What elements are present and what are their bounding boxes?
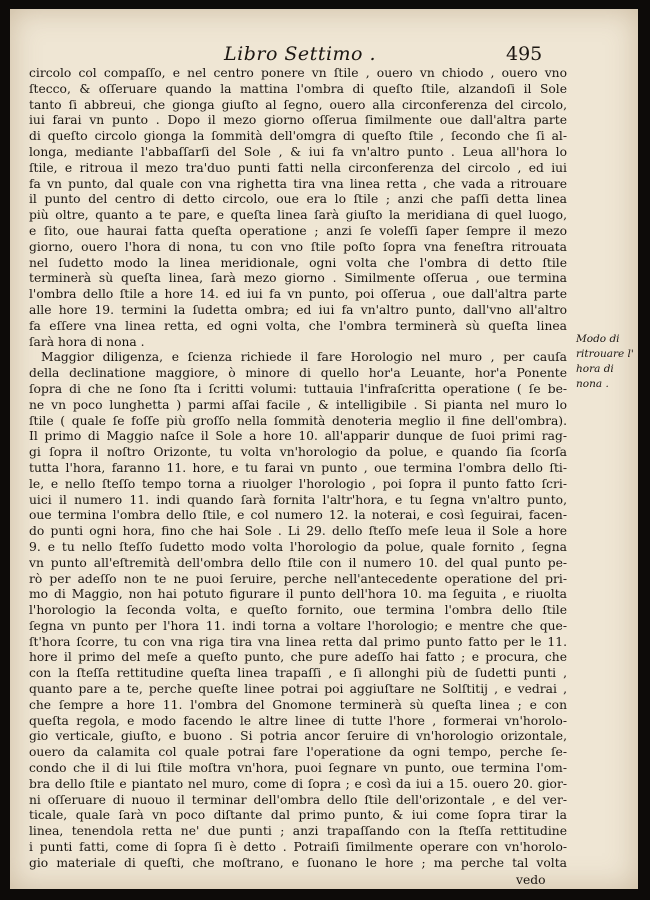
text-line: fa vn punto, dal quale con vna righetta tira vna linea retta , che vada a ritrouare bbox=[29, 176, 567, 191]
text-line: circolo col compaſſo, e nel centro ponere vn ſtile , ouero vn chiodo , ouero vno bbox=[29, 66, 567, 80]
text-line: l'ombra dello ſtile a hore 14. ed iui fa vn punto, poi oſſerua , oue dall'altra parte bbox=[29, 287, 567, 302]
text-line: mo di Maggio, non hai potuto figurare il punto dell'hora 10. ma ſeguita , e riuolta bbox=[29, 587, 567, 602]
text-line: nel ſudetto modo la linea meridionale, ogni volta che l'ombra di detto ſtile bbox=[29, 255, 567, 270]
text-line: Il primo di Maggio naſce il Sole a hore 10. all'apparir dunque de ſuoi primi rag- bbox=[29, 429, 567, 444]
text-line: tutta l'hora, faranno 11. hore, e tu farai vn punto , oue termina l'ombra dello ſti- bbox=[29, 460, 567, 475]
text-line: ſarà hora di nona . bbox=[29, 334, 145, 349]
text-block bbox=[29, 66, 567, 872]
text-line: fa eſſere vna linea retta, ed ogni volta, che l'ombra terminerà sù queſta linea bbox=[29, 318, 567, 333]
book-page bbox=[10, 9, 638, 889]
text-line: ſt'hora ſcorre, tu con vna riga tira vna linea retta dal primo punto fatto per le 11. bbox=[29, 634, 567, 649]
text-line: uici il numero 11. indi quando ſarà fornita l'altr'hora, e tu ſegna vn'altro punto, bbox=[29, 492, 567, 507]
text-line: do punti ogni hora, fino che hai Sole . Li 29. dello ſteſſo meſe leua il Sole a hore bbox=[29, 524, 567, 539]
text-line: queſta regola, e modo facendo le altre linee di tutte l'hore , formerai vn'horolo- bbox=[29, 713, 567, 728]
text-line: e ſito, oue haurai fatta queſta operatione ; anzi ſe voleſſi ſaper ſempre il mezo bbox=[29, 223, 567, 238]
text-line: oue termina l'ombra dello ſtile, e col numero 12. la noterai, e così ſeguirai, facen- bbox=[29, 508, 567, 523]
text-line: rò per adeſſo non te ne puoi ſeruire, perche nell'antecedente operatione del pri- bbox=[29, 571, 567, 586]
text-line: condo che il di lui ſtile moſtra vn'hora, puoi ſegnare vn punto, oue termina l'om- bbox=[29, 761, 567, 776]
text-line: ni oſſeruare di nuouo il terminar dell'ombra dello ſtile dell'orizontale , e del ver- bbox=[29, 792, 567, 807]
text-line: le, e nello ſteſſo tempo torna a riuolger l'horologio , poi ſopra il punto fatto ſcri- bbox=[29, 476, 567, 491]
text-line: ſegna vn punto per l'hora 11. indi torna a voltare l'horologio; e mentre che que- bbox=[29, 618, 567, 633]
margin-note-line: nona . bbox=[576, 378, 609, 390]
text-line: con la ſteſſa rettitudine queſta linea trapaſſi , e ſi allonghi più de ſudetti punti , bbox=[29, 666, 567, 681]
text-line: bra dello ſtile e piantato nel muro, come di ſopra ; e così da iui a 15. ouero 20. gior- bbox=[29, 776, 567, 791]
text-line: ſtile ( quale ſe foſſe più groſſo nella ſommità denoteria meglio il fine dell'ombra). bbox=[29, 413, 567, 428]
text-line: tanto ſi abbreui, che gionga giuſto al ſegno, ouero alla circonferenza del circolo, bbox=[29, 97, 567, 112]
text-line: iui farai vn punto . Dopo il mezo giorno oſſerua ſimilmente oue dall'altra parte bbox=[29, 113, 567, 128]
text-line: gio materiale di queſti, che moſtrano, e ſuonano le hore ; ma perche tal volta bbox=[29, 855, 567, 870]
text-line: ticale, quale ſarà vn poco diſtante dal primo punto, & iui come ſopra tirar la bbox=[29, 808, 567, 823]
text-line: giorno, ouero l'hora di nona, tu con vno ſtile poſto ſopra vna feneſtra ritrouata bbox=[29, 239, 567, 254]
text-line: Maggior diligenza, e ſcienza richiede il fare Horologio nel muro , per cauſa bbox=[41, 350, 567, 365]
text-line: ouero da calamita col quale potrai fare l'operatione da ogni tempo, perche ſe- bbox=[29, 745, 567, 760]
text-line: linea, tenendola retta ne' due punti ; anzi trapaſſando con la ſteſſa rettitudine bbox=[29, 824, 567, 839]
margin-note-line: Modo di bbox=[576, 333, 620, 345]
text-line: 9. e tu nello ſteſſo ſudetto modo volta l'horologio da polue, quale fornito , ſegna bbox=[29, 539, 567, 554]
text-line: l'horologio la ſeconda volta, e queſto fornito, oue termina l'ombra dello ſtile bbox=[29, 603, 567, 618]
text-line: ne vn poco lunghetta ) parmi aſſai facile , & intelligibile . Si pianta nel muro lo bbox=[29, 397, 567, 412]
text-line: i punti fatti, come di ſopra ſi è detto . Potraiſi ſimilmente operare con vn'horolo- bbox=[29, 840, 567, 855]
margin-note bbox=[576, 332, 636, 392]
text-line: che ſempre a hore 11. l'ombra del Gnomone terminerà sù queſta linea ; e con bbox=[29, 697, 567, 712]
text-line: longa, mediante l'abbaſſarſi del Sole , & iui fa vn'altro punto . Leua all'hora lo bbox=[29, 144, 567, 159]
margin-note-line: ritrouare l' bbox=[576, 348, 634, 360]
text-line: ſtecco, & oſſeruare quando la mattina l'ombra di queſto ſtile, alzandoſi il Sole bbox=[29, 81, 567, 96]
text-line: alle hore 19. termini la ſudetta ombra; ed iui fa vn'altro punto, dall'vno all'altro bbox=[29, 302, 567, 317]
text-line: ſopra di che ne ſono ſta i ſcritti volumi: tuttauia l'infraſcritta operatione ( ſe be- bbox=[29, 381, 567, 396]
text-line: vn punto all'eſtremità dell'ombra dello ſtile con il numero 10. del qual punto pe- bbox=[29, 555, 567, 570]
text-line: della declinatione maggiore, ò minore di quello hor'a Leuante, hor'a Ponente bbox=[29, 366, 567, 381]
text-line: il punto del centro di detto circolo, oue era lo ſtile ; anzi che paſſi detta linea bbox=[29, 192, 567, 207]
text-line: quanto pare a te, perche queſte linee potrai poi aggiuſtare ne Solſtitij , e vedrai , bbox=[29, 682, 567, 697]
text-line: più oltre, quanto a te pare, e queſta linea ſarà giuſto la meridiana di quel luogo, bbox=[29, 208, 567, 223]
page-number: 495 bbox=[506, 43, 543, 65]
text-line: ſtile, e ritroua il mezo tra'duo punti fatti nella circonferenza del circolo , ed iui bbox=[29, 160, 567, 175]
text-line: gi ſopra il noſtro Orizonte, tu volta vn'horologio da polue, e quando ſia ſcorſa bbox=[29, 445, 567, 460]
text-line: hore il primo del meſe a queſto punto, che pure adeſſo hai fatto ; e procura, che bbox=[29, 650, 567, 665]
margin-note-line: hora di bbox=[576, 363, 614, 375]
text-line: gio verticale, giuſto, e buono . Si potria ancor ſeruire di vn'horologio orizontale, bbox=[29, 729, 567, 744]
text-line: di queſto circolo gionga la ſommità dell'omgra di queſto ſtile , ſecondo che ſi al- bbox=[29, 129, 567, 144]
text-line: terminerà sù queſta linea, ſarà mezo giorno . Similmente oſſerua , oue termina bbox=[29, 271, 567, 286]
catchword: vedo bbox=[516, 872, 546, 887]
chapter-title: Libro Settimo . bbox=[224, 43, 377, 65]
